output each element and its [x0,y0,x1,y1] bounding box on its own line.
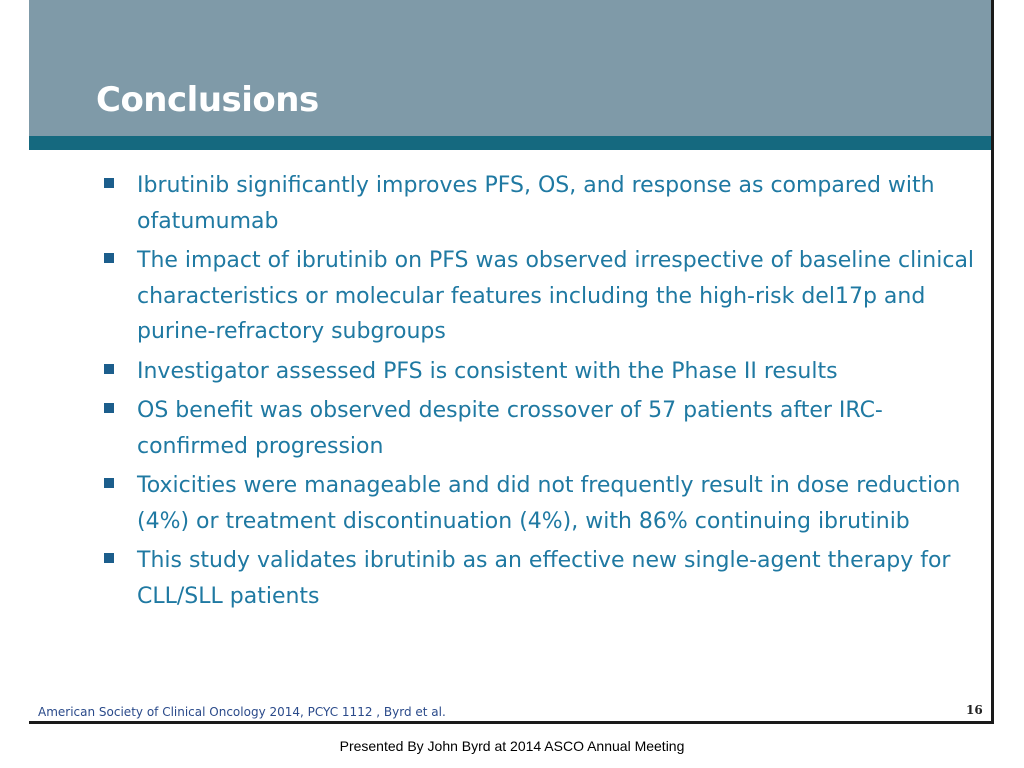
square-bullet-icon [104,364,114,374]
bullet-text: This study validates ibrutinib as an effective new single-agent therapy for CLL/SLL patients [137,548,951,609]
square-bullet-icon [104,553,114,563]
list-item [102,543,982,614]
conclusions-list [102,168,982,618]
slide-title: Conclusions [96,80,319,120]
bullet-text: Investigator assessed PFS is consistent with the Phase II results [137,358,838,384]
list-item [102,393,982,464]
slide-citation: American Society of Clinical Oncology 2014, PCYC 1112 , Byrd et al. [38,705,446,719]
list-item [102,468,982,539]
square-bullet-icon [104,253,114,263]
list-item [102,168,982,239]
bullet-text: OS benefit was observed despite crossover of 57 patients after IRC-confirmed progression [137,398,883,459]
slide-header [29,0,991,136]
bullet-text: Toxicities were manageable and did not frequently result in dose reduction (4%) or treatment discontinuation (4%), with 86% continuing ibrutinib [137,473,961,534]
bullet-text: Ibrutinib significantly improves PFS, OS, and response as compared with ofatumumab [137,173,935,234]
presenter-credit: Presented By John Byrd at 2014 ASCO Annual Meeting [339,738,685,754]
bullet-text: The impact of ibrutinib on PFS was observed irrespective of baseline clinical characteristics or molecular features including the high-risk del17p and purine-refractory subgroups [137,248,975,344]
page-number: 16 [966,703,983,717]
list-item [102,354,982,390]
square-bullet-icon [104,178,114,188]
header-accent-bar [29,136,991,150]
list-item [102,243,982,350]
slide [29,0,994,724]
square-bullet-icon [104,403,114,413]
square-bullet-icon [104,478,114,488]
